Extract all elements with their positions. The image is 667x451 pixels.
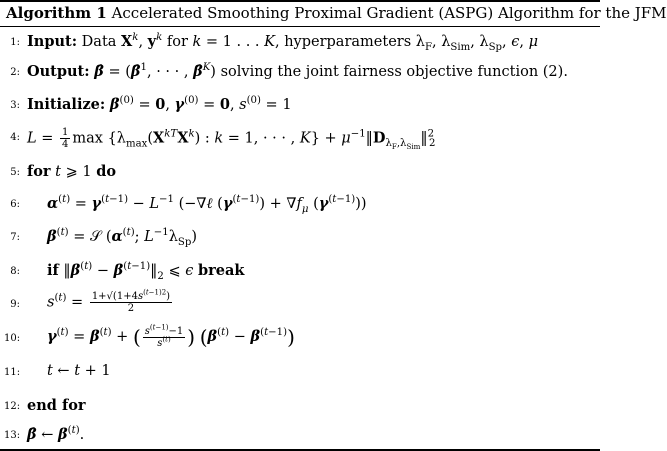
line-number: 8: — [10, 266, 20, 277]
top-rule — [0, 0, 600, 2]
line-number: 13: — [4, 430, 21, 441]
line-number: 3: — [10, 100, 20, 111]
caption-title: Accelerated Smoothing Proximal Gradient (ASPG) Algorithm for the JFM — [111, 4, 667, 22]
line-for: for t ⩾ 1 do — [27, 163, 117, 180]
algorithm-caption — [6, 4, 667, 22]
line-stop-check: if $‖\beta^{(t)}$ − $\beta^{(t-1)}‖_2$ ⩽ ϵ break — [47, 261, 245, 282]
line-s-update: $s^{(t)}$ = $\frac{1+√(1+4s^{(t-1)2})}{2}$ — [47, 288, 171, 314]
line-number: 7: — [10, 232, 20, 243]
line-t-increment: t ← t + 1 — [47, 363, 111, 379]
line-number: 4: — [10, 132, 20, 143]
line-end-for: end for — [27, 397, 86, 414]
line-number: 12: — [4, 401, 21, 412]
line-number: 5: — [10, 167, 20, 178]
line-input: Input: Data $X^k$, $y^k$ for k = 1 . . . K, hyperparameters $\lambda_F$, $\lambda_{Sim}$, $\lambda_{Sp}$, ϵ, μ — [27, 32, 539, 53]
line-number: 10: — [4, 333, 21, 344]
caption-label: Algorithm 1 — [6, 4, 107, 22]
line-gamma-update: $\gamma^{(t)} = \beta^{(t)}$ + ( $\frac{s^{(t-1)}-1}{s^{(t)}}$ ) $(\beta^{(t)} - \beta^{(t-1)})$ — [47, 323, 295, 349]
line-lipschitz: L = $\frac{1}{4}$ $\max \{\lambda_{max}(X^{kT}X^k)$ : k = 1, · · · , $K\} + \mu^{-1}‖D_{\lambda_F,\lambda_{Sim}}‖^2_2$ — [27, 127, 436, 152]
line-initialize: Initialize: $\beta^{(0)} = 0$, $\gamma^{(0)} = 0$, $s^{(0)} = 1$ — [27, 95, 292, 113]
line-number: 1: — [10, 37, 20, 48]
line-alpha-update: $\alpha^{(t)} = \gamma^{(t-1)} - L^{-1}$ (−∇ℓ $(\gamma^{(t-1)}) + \nabla f_\mu$ $(\gamma^{(t-1)})$) — [47, 194, 367, 215]
line-number: 11: — [4, 367, 21, 378]
line-number: 6: — [10, 199, 20, 210]
line-final-assign: β̂ ← $\beta^{(t)}$. — [27, 425, 85, 443]
line-number: 2: — [10, 67, 20, 78]
line-beta-update: $\beta^{(t)}$ = 𝒮 ($\alpha^{(t)}$; $L^{-1}\lambda_{Sp}$) — [47, 227, 198, 248]
line-output: Output: β̂ = (β̂$^1$, · · · , β̂$^K$) solving the joint fairness objective function (2). — [27, 62, 568, 80]
line-number: 9: — [10, 299, 20, 310]
caption-rule — [0, 26, 600, 27]
